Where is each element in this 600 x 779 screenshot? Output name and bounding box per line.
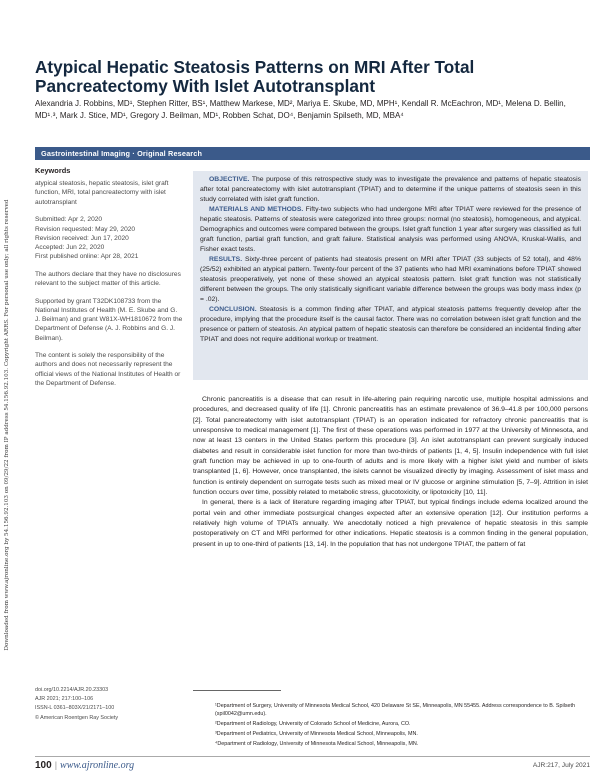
funding-note: Supported by grant T32DK108733 from the National Institutes of Health (M. E. Skube and G. J. Beilman) and grant W81X-WH1810672 from the Department of Defense (A. J. Robbins and G. J. Beilman). [35,297,183,342]
footnote: ⁴Department of Radiology, University of Minnesota Medical School, Minneapolis, MN. [215,740,419,747]
affiliation-footnotes [215,702,588,749]
body-paragraph: In general, there is a lack of literature regarding imaging after TPIAT, but typical findings include edema localized around the portal vein and other immediate postsurgical changes expected after an extensive operation [12]. Our institution performs a relatively high volume of TPIATs annually. We anecdotally noticed a high prevalence of hepatic steatosis in this sample postoperatively on CT and MRI performed for other indications. Hepatic steatosis is a common finding in the general population, present in up to one-third of patients [13, 14]. In the population that has not undergone TPIAT, the pattern of fat [193,499,588,548]
page-number: 100 [35,760,52,771]
conclusion-heading: CONCLUSION. [209,306,257,313]
date-accepted: Accepted: Jun 22, 2020 [35,243,105,251]
date-revision-received: Revision received: Jun 17, 2020 [35,234,129,242]
results-text: Sixty-three percent of patients had steatosis present on MRI after TPIAT (33 subjects of 52 total), and 48% (25/52) exhibited an atypical pattern. Twenty-four percent of the 37 patients who had MRI examinations before TPIAT showed steatosis preoperatively, yet none of these showed an atypical steatosis pattern. Islet graft function was not statistically different between the groups. The only statistically significant variable difference between the groups was body mass index (p = .02). [200,256,581,303]
copyright-text: © American Roentgen Ray Society [35,714,119,721]
article-body [193,395,588,550]
footnote: ²Department of Radiology, University of Colorado School of Medicine, Aurora, CO. [215,721,411,728]
abstract-results [200,255,581,305]
body-paragraph: Chronic pancreatitis is a disease that can result in life-altering pain requiring narcotic use, multiple hospital admissions and procedures, and decreased quality of life [1]. Chronic pancreatitis has an estimate prevalence of 36.9–41.8 per 100,000 persons [2]. Total pancreatectomy with islet autotransplant (TPIAT) is an operation indicated for refractory chronic pancreatitis that is unresponsive to medical management [1]. The first of these operations was performed in 1977 at the University of Minnesota, and now at least 13 centers in the United States perform this procedure [3]. An islet autotransplant can prevent surgically induced diabetes and result in considerable islet function for more than two-thirds of patients [1, 4, 5]. Insulin independence with full islet graft function may be achieved in up to one-fourth of adults and is more likely with a higher islet yield and number of islets transplanted [1, 6]. However, once transplanted, the islets cannot be visualized directly by imaging. Assessment of islet mass and function is entirely dependent on surrogate tests such as mixed meal or IV glucose or arginine stimulation [5, 7–9]. Attrition in islet function occurs over time, possibly related to metabolic stress, glucotoxicity, or lipotoxicity [10, 11]. [193,396,588,497]
keywords-text: atypical steatosis, hepatic steatosis, islet graft function, MRI, total pancreatectomy with islet autotransplant [35,180,169,206]
footer-separator: | [54,760,58,770]
article-dates [35,215,183,261]
footnote: ³Department of Pediatrics, University of Minnesota Medical School, Minneapolis, MN. [215,730,418,737]
keywords-heading: Keywords [35,166,71,175]
download-watermark [1,95,13,755]
footer-divider [35,756,590,757]
methods-heading: MATERIALS AND METHODS. [209,206,304,213]
abstract-methods [200,205,581,255]
article-sidebar [35,166,183,397]
abstract-box [193,171,588,380]
date-revision-requested: Revision requested: May 29, 2020 [35,225,136,233]
citation-block [35,686,183,723]
disclosure-note: The authors declare that they have no disclosures relevant to the subject matter of this article. [35,270,181,288]
article-title: Atypical Hepatic Steatosis Patterns on MRI After Total Pancreatectomy With Islet Autotransplant [35,57,475,96]
results-heading: RESULTS. [209,256,243,263]
journal-issue: AJR:217, July 2021 [532,762,590,769]
date-published: First published online: Apr 28, 2021 [35,253,139,261]
journal-url-link[interactable]: www.ajronline.org [60,760,135,771]
page-footer [35,760,134,771]
section-label: Gastrointestinal Imaging · Original Research [41,148,203,158]
footnote: ¹Department of Surgery, University of Minnesota Medical School, 420 Delaware St SE, Minneapolis, MN 55455. Address correspondence to B. Spilseth (spil0042@umn.edu). [215,703,576,718]
methods-text: Fifty-two subjects who had undergone MRI after TPIAT were reviewed for the presence of hepatic steatosis. Patterns of steatosis were categorized into three groups: normal (no steatosis), homogeneous, and atypical. Demographics and outcomes were compared between the groups. Islet graft function 1 year after surgery was classified as full graft function, partial graft function, and graft failure. Statistical analysis was performed using ANOVA, Kruskal-Wallis, and Fisher exact tests. [200,206,581,253]
date-submitted: Submitted: Apr 2, 2020 [35,216,103,224]
section-band [35,147,590,160]
objective-text: The purpose of this retrospective study was to investigate the prevalence and patterns of hepatic steatosis after total pancreatectomy with islet autotransplant (TPIAT) and to determine if the unique patterns of steatosis seen in this study correlated with islet graft function. [200,176,581,203]
issn-text: ISSN-L 0361–803X/21/2171–100 [35,705,115,712]
responsibility-note: The content is solely the responsibility of the authors and does not necessarily represent the official views of the National Institutes of Health or the Department of Defense. [35,352,181,387]
abstract-objective [200,175,581,205]
author-list: Alexandria J. Robbins, MD¹, Stephen Ritter, BS¹, Matthew Markese, MD², Mariya E. Skube, MD, MPH¹, Kendall R. McEachron, MD¹, Melena D. Bellin, MD¹˒³, Mark J. Stice, MD¹, Gregory J. Beilman, MD¹, Robben Schat, DO⁴, Benjamin Spilseth, MD, MBA⁴ [35,99,566,121]
citation-text: AJR 2021; 217:100–106 [35,696,94,703]
abstract-conclusion [200,305,581,345]
download-watermark-text: Downloaded from www.ajronline.org by 54.156.92.103 on 09/29/22 from IP address 54.156.92.103. Copyright ARRS. For personal use only; all rights reserved [4,199,10,651]
footnote-divider [193,690,281,691]
conclusion-text: Steatosis is a common finding after TPIAT, and atypical steatosis patterns frequently develop after the procedure, implying that the procedure itself is the causal factor. There was no correlation between islet graft function and the presence or pattern of steatosis. An atypical pattern of hepatic steatosis can therefore be considered an incidental finding after TPIAT and does not require additional workup or treatment. [200,306,581,343]
objective-heading: OBJECTIVE. [209,176,250,183]
doi-link[interactable]: doi.org/10.2214/AJR.20.23303 [35,687,109,693]
